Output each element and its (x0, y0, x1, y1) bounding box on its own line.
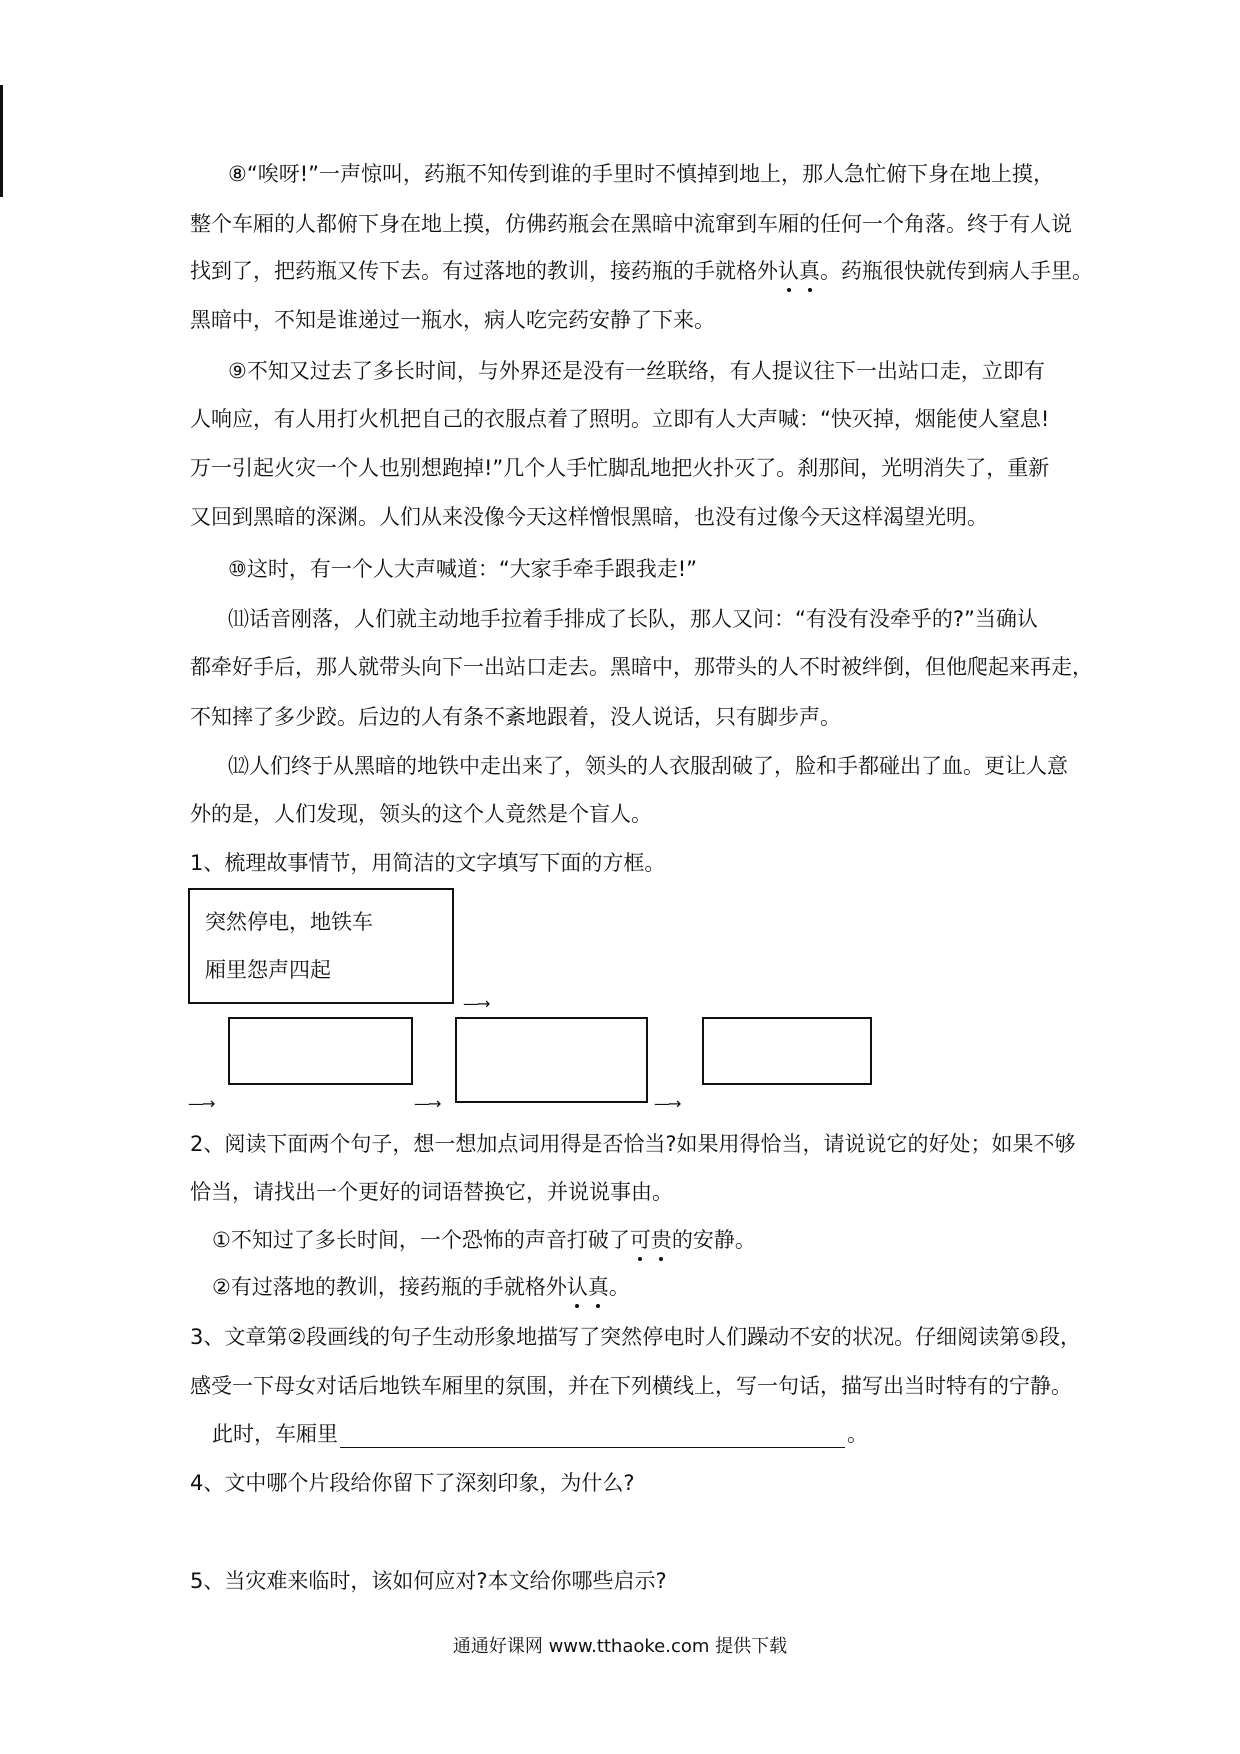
sentence-2-start: ②有过落地的教训，接药瓶的手就格外 (212, 1275, 567, 1299)
sentence-1-start: ①不知过了多长时间，一个恐怖的声音打破了 (212, 1228, 630, 1252)
paragraph-12-line-2: 外的是，人们发现，领头的这个人竟然是个盲人。 (190, 802, 652, 826)
plot-box-1-line-2: 厢里怨声四起 (205, 958, 331, 982)
dotted-char: 真 (587, 1275, 609, 1299)
arrow-icon: —→ (414, 1094, 440, 1113)
paragraph-12-line-1: ⑿人们终于从黑暗的地铁中走出来了，领头的人衣服刮破了，脸和手都碰出了血。更让人意 (228, 754, 1068, 778)
page-footer: 通通好课网 www.tthaoke.com 提供下载 (452, 1636, 788, 1657)
dotted-char: 贵 (650, 1228, 672, 1252)
sentence-2-end: 。 (608, 1275, 630, 1299)
paragraph-8-line-3 (190, 257, 1093, 285)
question-4-text: 4、文中哪个片段给你留下了深刻印象，为什么? (190, 1471, 635, 1495)
arrow-icon: —→ (188, 1094, 214, 1113)
question-1-text: 1、梳理故事情节，用简洁的文字填写下面的方框。 (190, 851, 666, 875)
paragraph-8-line-2: 整个车厢的人都俯下身在地上摸，仿佛药瓶会在黑暗中流窜到车厢的任何一个角落。终于有人说 (190, 212, 1072, 236)
paragraph-10-line-1: ⑩这时，有一个人大声喊道：“大家手牵手跟我走!” (228, 557, 698, 581)
scan-edge-mark (0, 85, 3, 197)
question-2-line-1: 2、阅读下面两个句子，想一想加点词用得是否恰当?如果用得恰当，请说说它的好处；如果不够 (190, 1132, 1076, 1156)
question-5-text: 5、当灾难来临时，该如何应对?本文给你哪些启示? (190, 1569, 667, 1593)
paragraph-8-line-4: 黑暗中，不知是谁递过一瓶水，病人吃完药安静了下来。 (190, 308, 715, 332)
question-3-line-1: 3、文章第②段画线的句子生动形象地描写了突然停电时人们躁动不安的状况。仔细阅读第⑤段， (190, 1325, 1082, 1349)
question-2-line-2: 恰当，请找出一个更好的词语替换它，并说说事由。 (190, 1180, 673, 1204)
dotted-char: 认 (566, 1275, 588, 1299)
question-2-sentence-2 (212, 1273, 630, 1301)
answer-blank[interactable] (340, 1425, 845, 1448)
paragraph-9-line-3: 万一引起火灾一个人也别想跑掉!”几个人手忙脚乱地把火扑灭了。刹那间，光明消失了，重新 (190, 456, 1050, 480)
question-3-line-2: 感受一下母女对话后地铁车厢里的氛围，并在下列横线上，写一句话，描写出当时特有的宁静。 (190, 1374, 1072, 1398)
dotted-char: 真 (799, 259, 820, 283)
arrow-icon: —→ (654, 1094, 680, 1113)
answer-end: 。 (847, 1422, 868, 1446)
question-3-answer-line (212, 1420, 868, 1448)
paragraph-11-line-2: 都牵好手后，那人就带头向下一出站口走去。黑暗中，那带头的人不时被绊倒，但他爬起来再走， (190, 655, 1093, 679)
dotted-char: 认 (778, 259, 799, 283)
paragraph-8-line-3-start: 找到了，把药瓶又传下去。有过落地的教训，接药瓶的手就格外 (190, 259, 778, 283)
dotted-char: 可 (629, 1228, 651, 1252)
paragraph-9-line-2: 人响应，有人用打火机把自己的衣服点着了照明。立即有人大声喊：“快灭掉，烟能使人窒息! (190, 407, 1050, 431)
question-2-sentence-1 (212, 1226, 756, 1254)
paragraph-11-line-3: 不知摔了多少跤。后边的人有条不紊地跟着，没人说话，只有脚步声。 (190, 705, 841, 729)
answer-prompt: 此时，车厢里 (212, 1422, 338, 1446)
paragraph-9-line-4: 又回到黑暗的深渊。人们从来没像今天这样憎恨黑暗，也没有过像今天这样渴望光明。 (190, 505, 988, 529)
plot-box-1 (188, 888, 454, 1004)
plot-box-4[interactable] (702, 1017, 872, 1085)
paragraph-11-line-1: ⑾话音刚落，人们就主动地手拉着手排成了长队，那人又问：“有没有没牵乎的?”当确认 (228, 607, 1038, 631)
sentence-1-end: 的安静。 (671, 1228, 756, 1252)
paragraph-9-line-1: ⑨不知又过去了多长时间，与外界还是没有一丝联络，有人提议往下一出站口走，立即有 (228, 359, 1045, 383)
paragraph-8-line-3-end: 。药瓶很快就传到病人手里。 (820, 259, 1093, 283)
plot-box-3[interactable] (455, 1017, 648, 1103)
paragraph-8-line-1: ⑧“唉呀!”一声惊叫，药瓶不知传到谁的手里时不慎掉到地上，那人急忙俯下身在地上摸， (228, 162, 1055, 186)
plot-box-2[interactable] (228, 1017, 413, 1085)
arrow-icon: —→ (463, 994, 489, 1013)
plot-box-1-line-1: 突然停电，地铁车 (205, 910, 373, 934)
